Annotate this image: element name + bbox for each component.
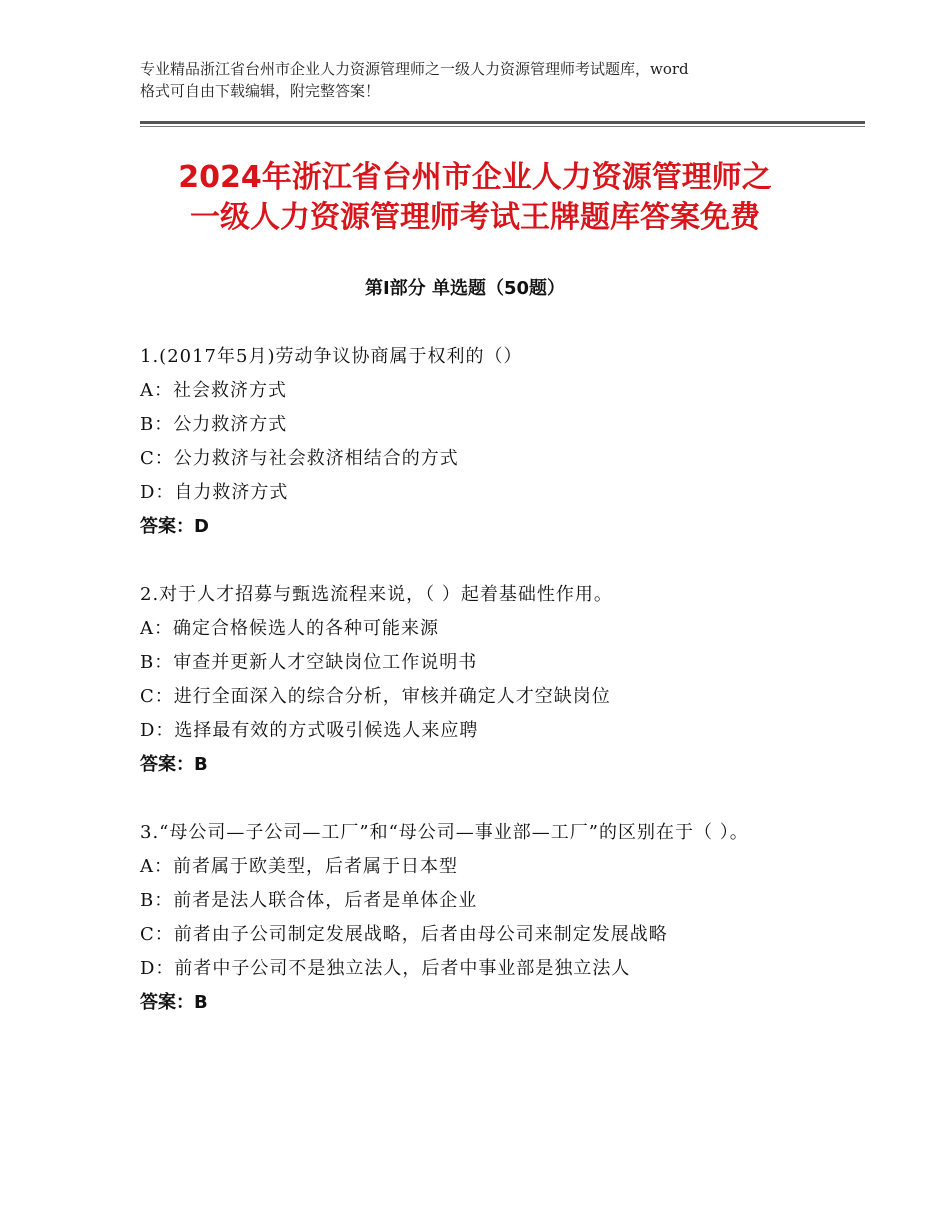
question-1 (140, 340, 820, 544)
question-stem: 1.(2017年5月)劳动争议协商属于权利的（） (140, 346, 523, 367)
option-c: C：公力救济与社会救济相结合的方式 (140, 448, 459, 469)
header-divider-thick (140, 121, 865, 124)
option-c: C：进行全面深入的综合分析，审核并确定人才空缺岗位 (140, 686, 611, 707)
header-note (140, 58, 840, 102)
answer-label: 答案：D (140, 516, 209, 537)
option-b: B：前者是法人联合体，后者是单体企业 (140, 890, 478, 911)
option-d: D：选择最有效的方式吸引候选人来应聘 (140, 720, 479, 741)
answer-label: 答案：B (140, 754, 208, 775)
section-heading: 第Ⅰ部分 单选题（50题） (364, 278, 565, 299)
header-note-line-2: 格式可自由下载编辑，附完整答案！ (140, 82, 381, 100)
header-note-line-1: 专业精品浙江省台州市企业人力资源管理师之一级人力资源管理师考试题库，word (140, 60, 689, 78)
question-stem: 3.“母公司—子公司—工厂”和“母公司—事业部—工厂”的区别在于（ ）。 (140, 822, 749, 843)
document-title (110, 158, 840, 238)
question-2 (140, 578, 820, 782)
answer-label: 答案：B (140, 992, 208, 1013)
option-a: A：确定合格候选人的各种可能来源 (140, 618, 439, 639)
option-b: B：公力救济方式 (140, 414, 288, 435)
document-title-line-2: 一级人力资源管理师考试王牌题库答案免费 (190, 200, 760, 235)
option-a: A：社会救济方式 (140, 380, 287, 401)
question-stem: 2.对于人才招募与甄选流程来说，（ ）起着基础性作用。 (140, 584, 613, 605)
question-list (140, 340, 820, 1054)
option-c: C：前者由子公司制定发展战略，后者由母公司来制定发展战略 (140, 924, 668, 945)
option-d: D：自力救济方式 (140, 482, 289, 503)
document-title-line-1: 2024年浙江省台州市企业人力资源管理师之 (178, 160, 772, 195)
header-divider-thin (140, 126, 865, 127)
option-a: A：前者属于欧美型，后者属于日本型 (140, 856, 458, 877)
option-d: D：前者中子公司不是独立法人，后者中事业部是独立法人 (140, 958, 631, 979)
option-b: B：审查并更新人才空缺岗位工作说明书 (140, 652, 478, 673)
question-3 (140, 816, 820, 1020)
